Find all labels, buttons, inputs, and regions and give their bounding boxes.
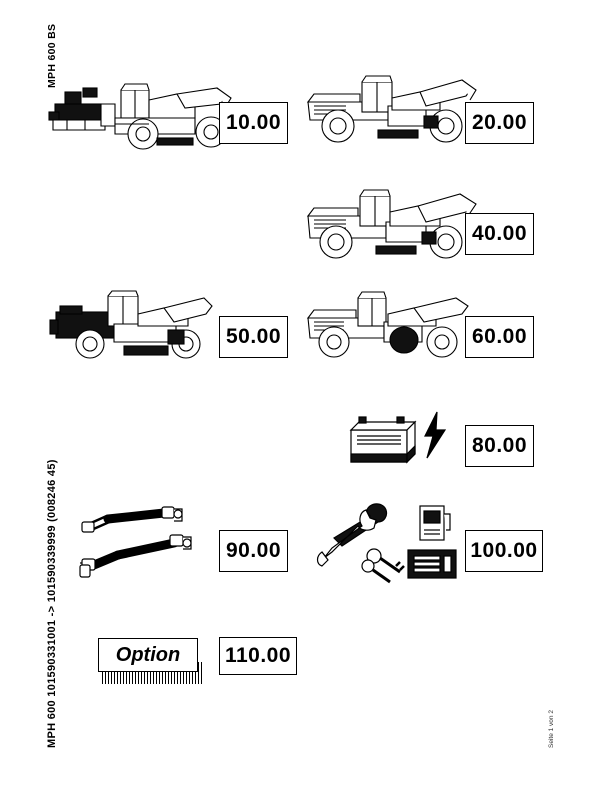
header-title: MPH 600 BS	[46, 23, 58, 88]
machine-mph600-side-right-icon	[300, 72, 480, 156]
option-label: Option	[98, 638, 198, 672]
page-footer: Seite 1 von 2	[548, 710, 555, 748]
item-number-box: 60.00	[465, 316, 534, 358]
item-number-box: 40.00	[465, 213, 534, 255]
battery-electrical-icon	[345, 410, 455, 470]
item-number-box: 50.00	[219, 316, 288, 358]
machine-mph600-rear-view-icon	[300, 188, 480, 272]
machine-mph600-cabin-dark-icon	[48, 290, 214, 366]
item-number-box: 80.00	[465, 425, 534, 467]
side-title: MPH 600 101590331001 -> 101590339999 (008246 45)	[46, 459, 58, 748]
item-number-box: 10.00	[219, 102, 288, 144]
machine-mph600-side-left-icon	[45, 78, 235, 156]
item-number-box: 100.00	[465, 530, 543, 572]
item-number-box: 20.00	[465, 102, 534, 144]
item-number-box: 110.00	[219, 637, 297, 675]
item-number-box: 90.00	[219, 530, 288, 572]
tools-keys-fuel-icon	[312, 500, 462, 588]
hydraulic-hoses-icon	[78, 505, 202, 581]
machine-mph600-drum-detail-icon	[300, 290, 476, 368]
